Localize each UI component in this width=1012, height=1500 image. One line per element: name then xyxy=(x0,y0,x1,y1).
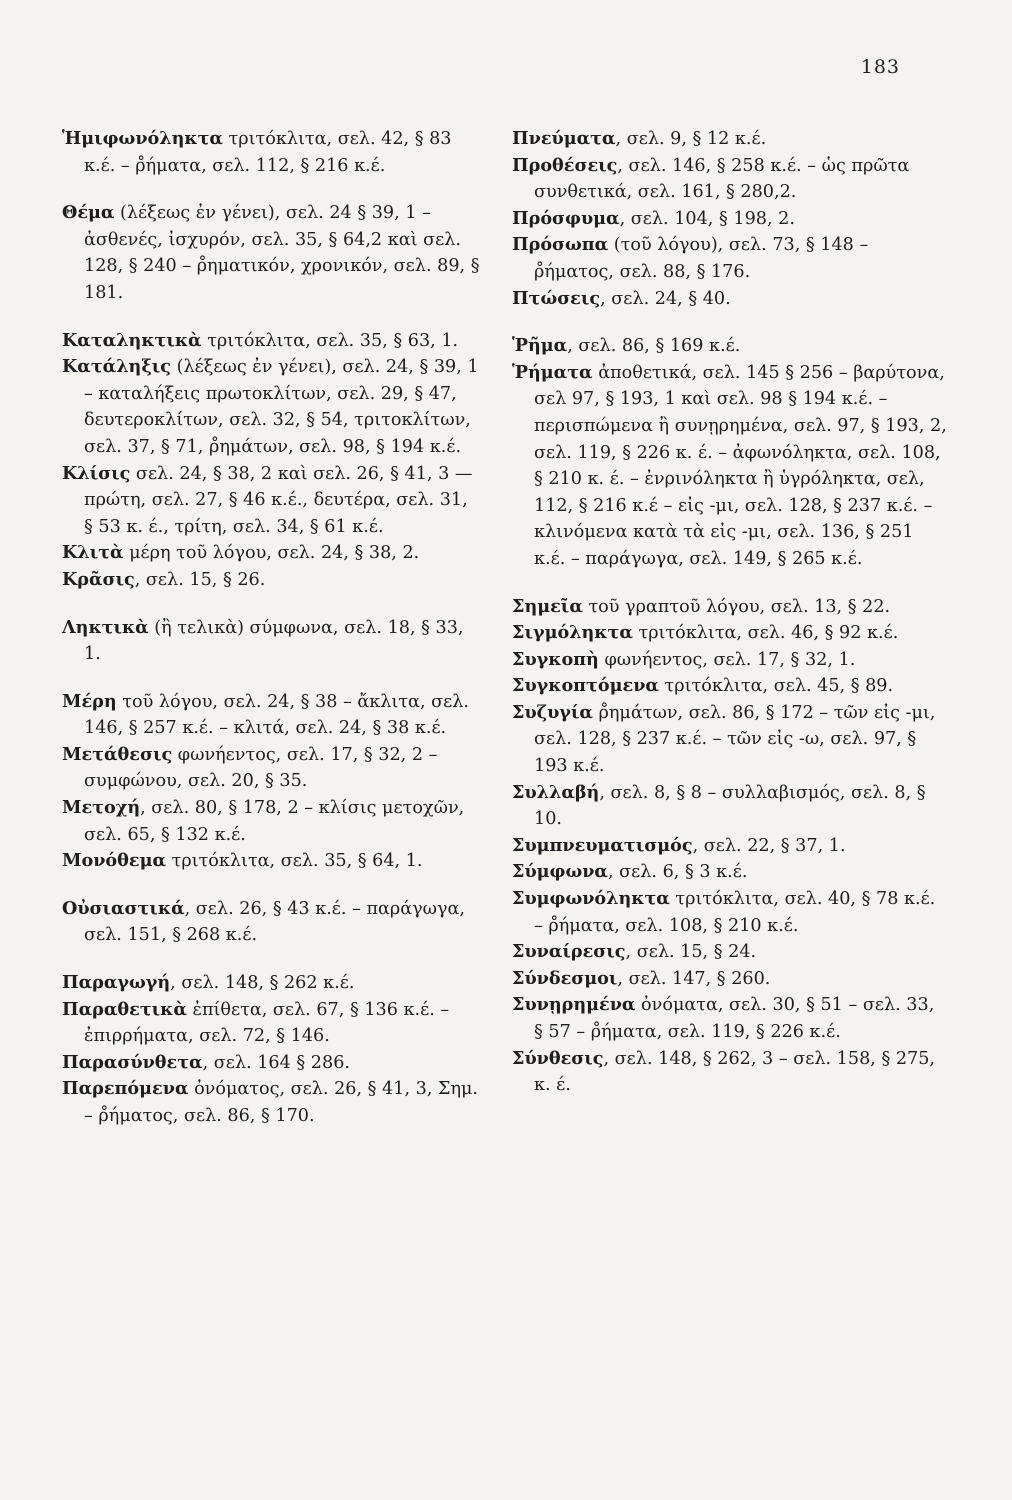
index-text: , σελ. 6, § 3 κ.έ. xyxy=(607,862,748,883)
index-text: , σελ. 8, § 8 – συλλαβισμός, σελ. 8, § 10. xyxy=(534,782,926,830)
index-entry xyxy=(62,848,482,875)
index-term: Συγκοπὴ xyxy=(512,648,599,670)
index-entry xyxy=(512,360,948,573)
index-entry xyxy=(512,126,948,153)
index-entry xyxy=(62,795,482,848)
index-text: , σελ. 104, § 198, 2. xyxy=(619,208,795,229)
index-entry xyxy=(512,647,948,674)
index-term: Συνῃρημένα xyxy=(512,994,636,1016)
index-text: τριτόκλιτα, σελ. 35, § 64, 1. xyxy=(166,851,423,872)
index-term: Σύνθεσις xyxy=(512,1047,604,1069)
index-text: , σελ. 15, § 24. xyxy=(625,942,757,963)
index-term: Θέμα xyxy=(62,202,115,224)
index-entry xyxy=(512,333,948,360)
index-entry xyxy=(62,461,482,541)
index-text: φωνήεντος, σελ. 17, § 32, 2 – συμφώνου, σελ. 20, § 35. xyxy=(84,744,438,792)
index-entry xyxy=(512,833,948,860)
index-entry xyxy=(62,354,482,460)
index-term: Καταληκτικὰ xyxy=(62,329,202,351)
index-term: Συλλαβή xyxy=(512,781,600,803)
index-text: , σελ. 24, § 40. xyxy=(600,288,731,309)
index-text: τριτόκλιτα, σελ. 35, § 63, 1. xyxy=(201,330,459,351)
index-entry xyxy=(62,1076,482,1129)
index-entry xyxy=(512,206,948,233)
index-text: τριτόκλιτα, σελ. 40, § 78 κ.έ. – ρ̊ήματα, σελ. 108, § 210 κ.έ. xyxy=(534,889,936,936)
index-text: (ἢ τελικὰ) σύμφωνα, σελ. 18, § 33, 1. xyxy=(84,617,464,665)
index-text: ἐπίθετα, σελ. 67, § 136 κ.έ. – ἐπιρρήματα, σελ. 72, § 146. xyxy=(84,999,450,1047)
index-term: Παραθετικὰ xyxy=(62,998,187,1020)
index-entry xyxy=(512,992,948,1045)
index-text: , σελ. 22, § 37, 1. xyxy=(692,835,846,856)
index-entry xyxy=(512,673,948,700)
index-entry xyxy=(512,620,948,647)
index-term: Σύνδεσμοι xyxy=(512,967,618,989)
index-entry xyxy=(512,780,948,833)
index-entry xyxy=(512,939,948,966)
index-text: τριτόκλιτα, σελ. 42, § 83 κ.έ. – ρ̊ήματα, σελ. 112, § 216 κ.έ. xyxy=(84,129,452,176)
index-entry xyxy=(62,540,482,567)
index-text: , σελ. 15, § 26. xyxy=(134,569,266,590)
index-text: ἀποθετικά, σελ. 145 § 256 – βαρύτονα, σελ 97, § 193, 1 καὶ σελ. 98 § 194 κ.έ. – περισπώμενα ἢ συνῃρημένα, σελ. 97, § 193, 2, σελ. 119, § 226 κ. έ. – ἀφωνόληκτα, σελ. 108, § 210 κ. έ. – ἐνρινόληκτα ἢ ὑγρόληκτα, σελ, 112, § 216 κ.έ – εἰς -μι, σελ. 128, § 237 κ.έ. – κλινόμενα κατὰ τὰ εἰς -μι, σελ. 136, § 251 κ.έ. – παράγωγα, σελ. 149, § 265 κ.έ. xyxy=(534,362,947,569)
index-text: τριτόκλιτα, σελ. 45, § 89. xyxy=(658,676,894,697)
index-term: Κλίσις xyxy=(62,462,131,484)
index-term: Μετάθεσις xyxy=(62,743,173,765)
index-entry xyxy=(62,567,482,594)
index-text: (λέξεως ἐν γένει), σελ. 24, § 39, 1 – καταλήξεις πρωτοκλίτων, σελ. 29, § 47, δευτεροκλίτων, σελ. 32, § 54, τριτοκλίτων, σελ. 37, § 71, ρ̊ημάτων, σελ. 98, § 194 κ.έ. xyxy=(84,357,479,457)
index-text: ρ̊ημάτων, σελ. 86, § 172 – τῶν εἰς -μι, σελ. 128, § 237 κ.έ. – τῶν εἰς -ω, σελ. 97, § 193 κ.έ. xyxy=(534,702,936,777)
index-term: Πρόσωπα xyxy=(512,234,609,256)
index-term: Ἡμιφωνόληκτα xyxy=(62,128,223,149)
index-entry xyxy=(62,970,482,997)
index-term: Σιγμόληκτα xyxy=(512,622,633,644)
index-text: , σελ. 147, § 260. xyxy=(617,968,771,989)
index-column-left xyxy=(62,126,482,1130)
index-text: , σελ. 80, § 178, 2 – κλίσις μετοχῶν, σελ. 65, § 132 κ.έ. xyxy=(84,798,465,845)
index-term: Συζυγία xyxy=(512,701,593,723)
index-entry xyxy=(512,594,948,621)
index-term: Πρόσφυμα xyxy=(512,207,620,229)
index-term: Συγκοπτόμενα xyxy=(512,675,659,697)
index-text: , σελ. 164 § 286. xyxy=(202,1052,350,1073)
index-text: , σελ. 26, § 43 κ.έ. – παράγωγα, σελ. 151, § 268 κ.έ. xyxy=(84,898,465,946)
index-term: Παρασύνθετα xyxy=(62,1051,203,1073)
index-term: Πνεύματα xyxy=(512,128,616,149)
index-term: Συναίρεσις xyxy=(512,941,626,963)
index-entry xyxy=(62,126,482,179)
index-entry xyxy=(512,153,948,206)
index-entry xyxy=(512,859,948,886)
index-text: τοῦ γραπτοῦ λόγου, σελ. 13, § 22. xyxy=(582,596,891,617)
index-text: (λέξεως ἐν γένει), σελ. 24 § 39, 1 – ἀσθενές, ἰσχυρόν, σελ. 35, § 64,2 καὶ σελ. 128, § 240 – ρ̊ηματικόν, χρονικόν, σελ. 89, § 181. xyxy=(84,203,480,303)
index-term: Κρᾶσις xyxy=(62,568,135,590)
index-term: Κατάληξις xyxy=(62,356,171,378)
index-entry xyxy=(512,700,948,780)
index-column-right xyxy=(512,126,948,1099)
index-entry xyxy=(62,742,482,795)
index-term: Πτώσεις xyxy=(512,287,601,309)
index-text: , σελ. 9, § 12 κ.έ. xyxy=(615,129,767,149)
index-entry xyxy=(62,896,482,949)
index-term: Μονόθεμα xyxy=(62,850,166,872)
index-term: Ληκτικὰ xyxy=(62,616,149,638)
page-number: 183 xyxy=(860,56,900,78)
index-entry xyxy=(512,886,948,939)
index-term: Παρεπόμενα xyxy=(62,1078,189,1100)
index-text: , σελ. 86, § 169 κ.έ. xyxy=(567,336,741,357)
index-entry xyxy=(512,286,948,313)
index-entry xyxy=(512,1046,948,1099)
index-text: , σελ. 146, § 258 κ.έ. – ὡς πρῶτα συνθετικά, σελ. 161, § 280,2. xyxy=(534,155,910,203)
index-text: σελ. 24, § 38, 2 καὶ σελ. 26, § 41, 3 — πρώτη, σελ. 27, § 46 κ.έ., δευτέρα, σελ. 31, § 53 κ. έ., τρίτη, σελ. 34, § 61 κ.έ. xyxy=(84,463,473,537)
index-term: Σύμφωνα xyxy=(512,861,608,883)
index-text: (τοῦ λόγου), σελ. 73, § 148 – ρ̊ήματος, σελ. 88, § 176. xyxy=(534,235,869,282)
index-text: μέρη τοῦ λόγου, σελ. 24, § 38, 2. xyxy=(123,543,420,564)
index-entry xyxy=(512,232,948,285)
index-entry xyxy=(62,328,482,355)
index-entry xyxy=(62,689,482,742)
index-text: τοῦ λόγου, σελ. 24, § 38 – ἄκλιτα, σελ. 146, § 257 κ.έ. – κλιτά, σελ. 24, § 38 κ.έ. xyxy=(84,691,469,739)
index-text: ὀνόματα, σελ. 30, § 51 – σελ. 33, § 57 – ρ̊ήματα, σελ. 119, § 226 κ.έ. xyxy=(534,995,935,1042)
index-term: Ῥήματα xyxy=(512,361,593,383)
index-term: Συμπνευματισμός xyxy=(512,834,693,856)
index-term: Μετοχή xyxy=(62,797,141,819)
index-term: Προθέσεις xyxy=(512,154,618,176)
index-text: , σελ. 148, § 262 κ.έ. xyxy=(170,973,355,994)
index-text: , σελ. 148, § 262, 3 – σελ. 158, § 275, κ. έ. xyxy=(534,1048,936,1096)
index-term: Μέρη xyxy=(62,690,117,712)
index-text: ὀνόματος, σελ. 26, § 41, 3, Σημ. – ρ̊ήματος, σελ. 86, § 170. xyxy=(84,1079,479,1126)
index-text: φωνήεντος, σελ. 17, § 32, 1. xyxy=(598,649,856,670)
index-term: Ῥῆμα xyxy=(512,335,568,357)
index-entry xyxy=(62,1050,482,1077)
index-entry xyxy=(62,200,482,306)
index-term: Σημεῖα xyxy=(512,595,583,617)
index-entry xyxy=(62,997,482,1050)
index-term: Κλιτὰ xyxy=(62,542,124,564)
index-text: τριτόκλιτα, σελ. 46, § 92 κ.έ. xyxy=(632,623,899,644)
index-term: Παραγωγή xyxy=(62,972,171,994)
index-entry xyxy=(62,615,482,668)
index-term: Συμφωνόληκτα xyxy=(512,888,670,910)
index-term: Οὐσιαστικά xyxy=(62,897,185,919)
index-entry xyxy=(512,966,948,993)
